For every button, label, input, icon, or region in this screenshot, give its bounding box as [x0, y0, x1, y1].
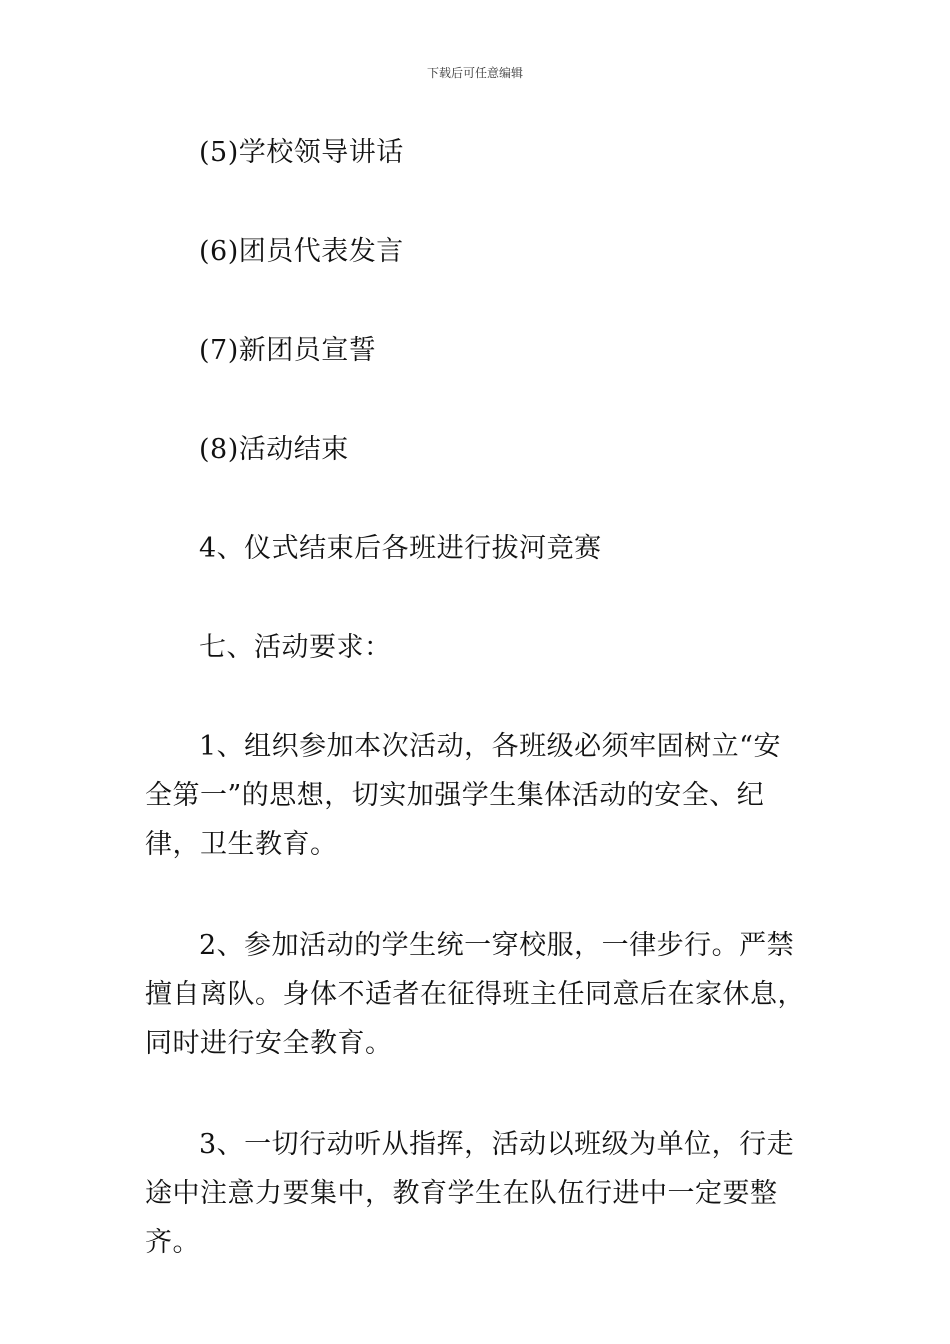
- list-item-8: (8)活动结束: [199, 434, 349, 465]
- document-body: [145, 128, 807, 1319]
- requirement-2: 2、参加活动的学生统一穿校服，一律步行。严禁擅自离队。身体不适者在征得班主任同意后在家休息，同时进行安全教育。: [145, 930, 805, 1059]
- page-header: 下载后可任意编辑: [426, 66, 523, 80]
- list-item-7: (7)新团员宣誓: [199, 335, 377, 366]
- section-heading-requirements: 七、活动要求：: [199, 632, 392, 663]
- requirement-1: 1、组织参加本次活动，各班级必须牢固树立“安全第一”的思想，切实加强学生集体活动的安全、纪律，卫生教育。: [145, 731, 781, 860]
- list-item-6: (6)团员代表发言: [199, 236, 404, 267]
- requirement-3: 3、一切行动听从指挥，活动以班级为单位，行走途中注意力要集中，教育学生在队伍行进中一定要整齐。: [145, 1129, 795, 1258]
- list-item-5: (5)学校领导讲话: [199, 137, 404, 168]
- paragraph-step-4: 4、仪式结束后各班进行拔河竞赛: [199, 533, 602, 564]
